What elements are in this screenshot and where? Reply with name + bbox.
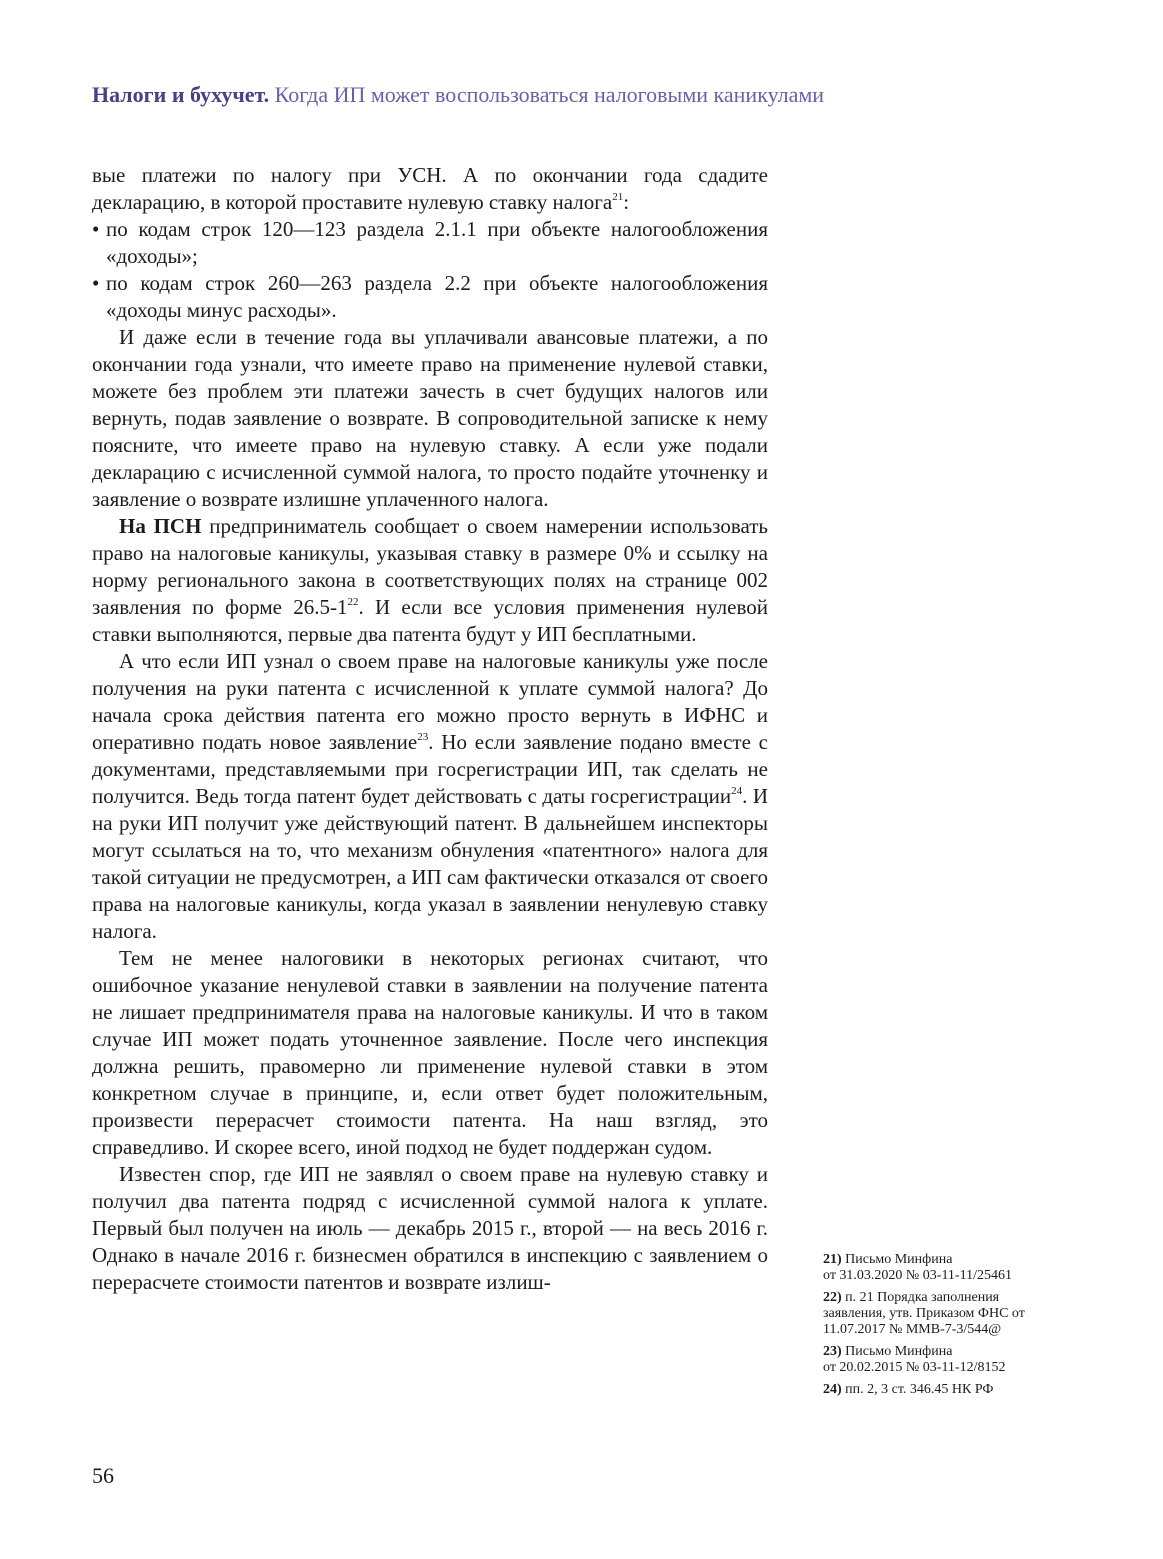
paragraph-3-end: . И если все условия применения нулевой ставки выполняются, первые два патента будут у ИП бесплатными. — [92, 595, 768, 646]
paragraph-4 — [92, 648, 768, 945]
footnotes-sidebar — [823, 1252, 1063, 1404]
main-text-column — [92, 162, 768, 1296]
paragraph-4-part-a: А что если ИП узнал о своем праве на налоговые каникулы уже после получения на руки патента с исчисленной к уплате суммой налога? До начала срока действия патента его можно просто вернуть в ИФНС и оперативно подать новое заявление — [92, 649, 768, 754]
footnote-text-line1: пп. 2, 3 ст. 346.45 НК РФ — [841, 1382, 994, 1397]
paragraph-3-lead: На ПСН — [119, 514, 202, 538]
footnote-text-line1: Письмо Минфина — [841, 1252, 953, 1267]
footnote-22 — [823, 1290, 1063, 1338]
paragraph-6: Известен спор, где ИП не заявлял о своем праве на нулевую ставку и получил два патента подряд с исчисленной суммой налога к уплате. Первый был получен на июль — декабрь 2015 г., второй — на весь 2016 г. Однако в начале 2016 г. бизнесмен обратился в инспекцию с заявлением о перерасчете стоимости патентов и возврате излиш- — [92, 1162, 768, 1294]
paragraph-2: И даже если в течение года вы уплачивали авансовые платежи, а по окончании года узнали, что имеете право на применение нулевой ставки, можете без проблем эти платежи зачесть в счет будущих налогов или вернуть, подав заявление о возврате. В сопроводительной записке к нему поясните, что имеете право на нулевую ставку. А если уже подали декларацию с исчисленной суммой налога, то просто подайте уточненку и заявление о возврате излишне уплаченного налога. — [92, 325, 768, 511]
paragraph-1 — [92, 162, 768, 216]
footnote-number: 24) — [823, 1382, 842, 1397]
footnote-text-line1: п. 21 Порядка заполнения — [841, 1290, 1000, 1305]
footnote-text: от 20.02.2015 № 03-11-12/8152 — [823, 1360, 1006, 1375]
paragraph-4-part-b: . Но если заявление подано вместе с документами, представляемыми при госрегистрации ИП, так сделать не получится. Ведь тогда патент будет действовать с даты госрегистрации — [92, 730, 769, 808]
paragraph-3-text: предприниматель сообщает о своем намерении использовать право на налоговые каникулы, указывая ставку в размере 0% и ссылку на норму регионального закона в соответствующих полях на странице 002 заявления по форме 26.5-1 — [92, 514, 768, 619]
footnote-ref-23[interactable]: 23 — [417, 731, 429, 743]
footnote-number: 21) — [823, 1252, 842, 1267]
footnote-24 — [823, 1382, 1063, 1398]
bullet-item-income-minus-expenses: • по кодам строк 260—263 раздела 2.2 при объекте налогообложения «доходы минус расходы». — [92, 270, 768, 324]
footnote-number: 23) — [823, 1344, 842, 1359]
bullet-item-income: • по кодам строк 120—123 раздела 2.1.1 при объекте налогообложения «доходы»; — [92, 216, 768, 270]
footnote-23 — [823, 1344, 1063, 1376]
paragraph-3 — [92, 513, 768, 648]
footnote-text: заявления, утв. Приказом ФНС от 11.07.2017 № ММВ-7-3/544@ — [823, 1306, 1025, 1337]
footnote-text-line1: Письмо Минфина — [841, 1344, 953, 1359]
footnote-number: 22) — [823, 1290, 842, 1305]
footnote-ref-22[interactable]: 22 — [347, 596, 359, 608]
paragraph-4-part-c: . И на руки ИП получит уже действующий патент. В дальнейшем инспекторы могут ссылаться на то, что механизм обнуления «патентного» налога для такой ситуации не предусмотрен, а ИП сам фактически отказался от своего права на налоговые каникулы, когда указал в заявлении ненулевую ставку налога. — [92, 784, 769, 943]
footnote-ref-21[interactable]: 21 — [612, 191, 624, 203]
paragraph-1-end: : — [623, 190, 630, 214]
footnote-21 — [823, 1252, 1063, 1284]
page-number: 56 — [92, 1463, 114, 1488]
footnote-text: от 31.03.2020 № 03-11-11/25461 — [823, 1268, 1012, 1283]
footnote-ref-24[interactable]: 24 — [731, 785, 743, 797]
header-rubric: Налоги и бухучет. — [92, 82, 270, 107]
paragraph-5: Тем не менее налоговики в некоторых регионах считают, что ошибочное указание ненулевой ставки в заявлении на получение патента не лишает предпринимателя права на налоговые каникулы. И что в таком случае ИП может подать уточненное заявление. После чего инспекция должна решить, правомерно ли применение нулевой ставки в этом конкретном случае в принципе, и, если ответ будет положительным, произвести перерасчет стоимости патента. На наш взгляд, это справедливо. И скорее всего, иной подход не будет поддержан судом. — [92, 946, 768, 1159]
bullet-list — [92, 216, 768, 324]
paragraph-1-text: вые платежи по налогу при УСН. А по окончании года сдадите декларацию, в которой проставите нулевую ставку налога — [92, 163, 768, 214]
running-header — [92, 80, 1092, 110]
header-title: Когда ИП может воспользоваться налоговыми каникулами — [269, 82, 825, 107]
